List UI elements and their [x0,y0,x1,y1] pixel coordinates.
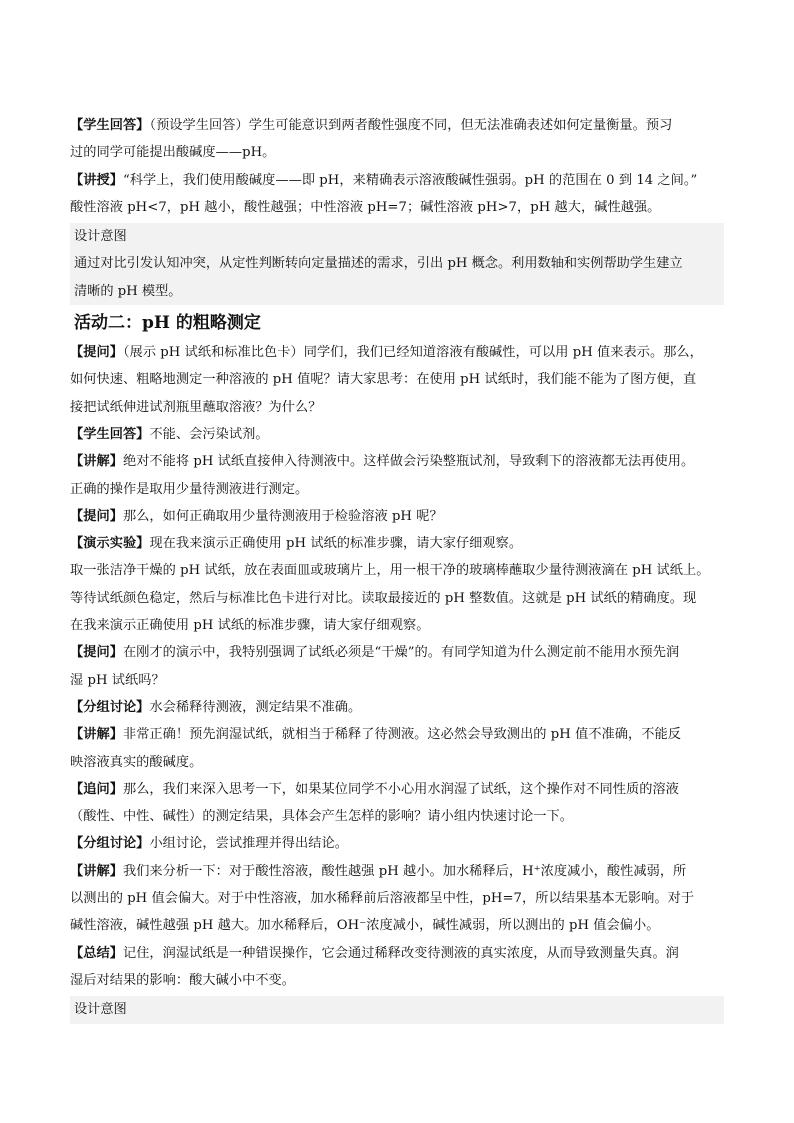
tag-label: 【提问】 [70,508,123,524]
document-page [70,112,724,1024]
follow-up-question: 【追问】那么，我们来深入思考一下，如果某位同学不小心用水润湿了试纸，这个操作对不同性质的溶液 （酸性、中性、碱性）的测定结果，具体会产生怎样的影响？请小组内快速讨论一下。 [70,781,679,825]
student-answer-1: 【学生回答】（预设学生回答）学生可能意识到两者酸性强度不同，但无法准确表述如何定量衡量。预习 过的同学可能提出酸碱度——pH。 [70,118,673,161]
question-1: 【提问】（展示 pH 试纸和标准比色卡）同学们，我们已经知道溶液有酸碱性，可以用 pH 值来表示。那么， 如何快速、粗略地测定一种溶液的 pH 值呢？请大家思考：在使用 pH 试纸时，我们能不能为了图方便，直 接把试纸伸进试剂瓶里蘸取溶液？为什么？ [70,345,703,415]
tag-label: 【提问】 [70,645,123,661]
summary: 【总结】记住，润湿试纸是一种错误操作，它会通过稀释改变待测液的真实浓度，从而导致测量失真。润 湿后对结果的影响：酸大碱小中不变。 [70,945,679,988]
question-3: 【提问】在刚才的演示中，我特别强调了试纸必须是“干燥”的。有同学知道为什么测定前不能用水预先润 湿 pH 试纸吗？ [70,645,680,688]
tag-label: 【讲授】 [70,172,123,188]
section-heading: 活动二：pH 的粗略测定 [74,313,261,334]
group-discussion-2: 【分组讨论】小组讨论，尝试推理并得出结论。 [70,836,348,852]
tag-label: 【分组讨论】 [70,836,150,852]
tag-label: 【提问】 [70,345,123,361]
design-intent-body: 通过对比引发认知冲突，从定性判断转向定量描述的需求，引出 pH 概念。利用数轴和实例帮助学生建立 清晰的 pH 模型。 [70,250,724,305]
tag-label: 【学生回答】 [70,118,150,133]
tag-label: 【讲解】 [70,863,123,879]
tag-label: 【讲解】 [70,454,123,470]
design-intent-title: 设计意图 [70,223,724,250]
explanation-2: 【讲解】非常正确！预先润湿试纸，就相当于稀释了待测液。这必然会导致测出的 pH 值不准确，不能反 映溶液真实的酸碱度。 [70,727,681,770]
tag-label: 【总结】 [70,945,123,961]
design-intent-title-2: 设计意图 [70,996,724,1023]
group-discussion-1: 【分组讨论】水会稀释待测液，测定结果不准确。 [70,699,362,715]
question-2: 【提问】那么，如何正确取用少量待测液用于检验溶液 pH 呢？ [70,508,443,524]
explanation-3: 【讲解】我们来分析一下：对于酸性溶液，酸性越强 pH 越小。加水稀释后，H⁺浓度减小，酸性减弱，所 以测出的 pH 值会偏大。对于中性溶液，加水稀释前后溶液都呈中性，pH=7，所以结果基本无影响。对于 碱性溶液，碱性越强 pH 越大。加水稀释后，OH⁻浓度减小，碱性减弱，所以测出的 pH 值会偏小。 [70,863,695,934]
lecture-1: 【讲授】“科学上，我们使用酸碱度——即 pH，来精确表示溶液酸碱性强弱。pH 的范围在 0 到 14 之间。” 酸性溶液 pH<7，pH 越小，酸性越强；中性溶液 pH=7；碱性溶液 pH>7，pH 越大，碱性越强。 [70,172,698,215]
tag-label: 【追问】 [70,781,123,797]
tag-label: 【讲解】 [70,727,123,743]
student-answer-2: 【学生回答】不能、会污染试剂。 [70,426,269,442]
procedure-text: 取一张洁净干燥的 pH 试纸，放在表面皿或玻璃片上，用一根干净的玻璃棒蘸取少量待测液滴在 pH 试纸上。 等待试纸颜色稳定，然后与标准比色卡进行对比。读取最接近的 pH 整数值。这就是 pH 试纸的精确度。现 在我来演示正确使用 pH 试纸的标准步骤，请大家仔细观察。 [70,563,710,634]
demo-experiment: 【演示实验】现在我来演示正确使用 pH 试纸的标准步骤，请大家仔细观察。 [70,536,523,552]
tag-label: 【分组讨论】 [70,699,150,715]
tag-label: 【演示实验】 [70,536,150,552]
explanation-1: 【讲解】绝对不能将 pH 试纸直接伸入待测液中。这样做会污染整瓶试剂，导致剩下的溶液都无法再使用。 正确的操作是取用少量待测液进行测定。 [70,454,695,497]
tag-label: 【学生回答】 [70,426,150,442]
